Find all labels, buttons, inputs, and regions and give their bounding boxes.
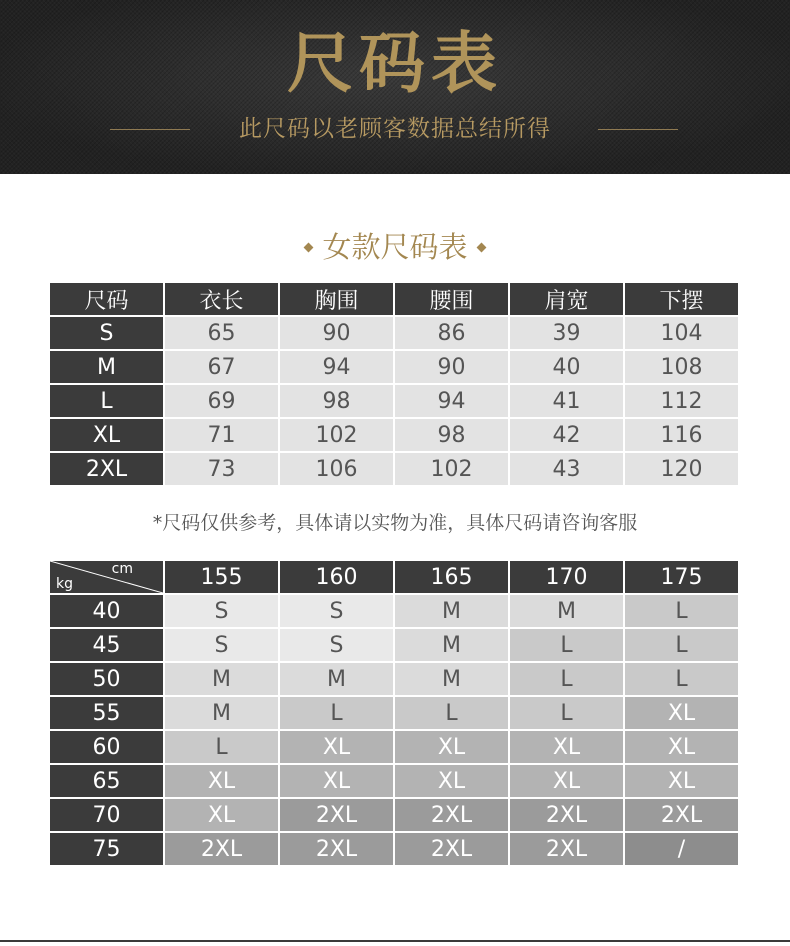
- size-label-cell: S: [50, 317, 163, 349]
- weight-row: [50, 799, 738, 831]
- recommended-size-cell: M: [510, 595, 623, 627]
- weight-row: [50, 833, 738, 865]
- recommended-size-cell: 2XL: [280, 833, 393, 865]
- measurement-cell: 94: [395, 385, 508, 417]
- size-chart-header-cell: 衣长: [165, 283, 278, 315]
- measurement-cell: 102: [395, 453, 508, 485]
- measurement-cell: 41: [510, 385, 623, 417]
- recommended-size-cell: XL: [280, 765, 393, 797]
- measurement-cell: 40: [510, 351, 623, 383]
- measurement-cell: 106: [280, 453, 393, 485]
- section-heading: [0, 226, 790, 268]
- size-chart-header-cell: 胸围: [280, 283, 393, 315]
- measurement-cell: 98: [395, 419, 508, 451]
- recommended-size-cell: S: [280, 595, 393, 627]
- weight-row: [50, 697, 738, 729]
- recommended-size-cell: M: [165, 697, 278, 729]
- measurement-cell: 65: [165, 317, 278, 349]
- recommended-size-cell: 2XL: [280, 799, 393, 831]
- height-header-cell: 155: [165, 561, 278, 593]
- height-header-row: [50, 561, 738, 593]
- recommended-size-cell: L: [165, 731, 278, 763]
- weight-row: [50, 765, 738, 797]
- measurement-cell: 39: [510, 317, 623, 349]
- recommended-size-cell: L: [280, 697, 393, 729]
- size-chart-header-cell: 肩宽: [510, 283, 623, 315]
- recommended-size-cell: XL: [510, 765, 623, 797]
- recommended-size-cell: XL: [625, 765, 738, 797]
- recommended-size-cell: XL: [165, 765, 278, 797]
- recommended-size-cell: 2XL: [510, 799, 623, 831]
- weight-label-cell: 45: [50, 629, 163, 661]
- weight-label-cell: 75: [50, 833, 163, 865]
- measurement-cell: 104: [625, 317, 738, 349]
- recommended-size-cell: L: [510, 629, 623, 661]
- measurement-cell: 42: [510, 419, 623, 451]
- recommended-size-cell: M: [395, 629, 508, 661]
- size-label-cell: 2XL: [50, 453, 163, 485]
- measurement-cell: 86: [395, 317, 508, 349]
- size-label-cell: L: [50, 385, 163, 417]
- height-header-cell: 165: [395, 561, 508, 593]
- recommended-size-cell: XL: [280, 731, 393, 763]
- measurement-cell: 90: [395, 351, 508, 383]
- size-chart-header-row: [50, 283, 738, 315]
- section-title: 女款尺码表: [322, 230, 468, 264]
- measurement-cell: 90: [280, 317, 393, 349]
- recommended-size-cell: M: [395, 663, 508, 695]
- measurement-cell: 98: [280, 385, 393, 417]
- weight-label-cell: 50: [50, 663, 163, 695]
- recommended-size-cell: L: [510, 697, 623, 729]
- corner-cell: [50, 561, 163, 593]
- size-chart-table: [48, 281, 740, 487]
- measurement-cell: 120: [625, 453, 738, 485]
- recommended-size-cell: /: [625, 833, 738, 865]
- recommended-size-cell: XL: [510, 731, 623, 763]
- recommended-size-cell: L: [395, 697, 508, 729]
- recommended-size-cell: 2XL: [395, 833, 508, 865]
- weight-label-cell: 65: [50, 765, 163, 797]
- banner-title: 尺码表: [287, 25, 503, 102]
- header-banner: [0, 0, 790, 174]
- weight-label-cell: 60: [50, 731, 163, 763]
- height-header-cell: 175: [625, 561, 738, 593]
- recommended-size-cell: M: [280, 663, 393, 695]
- recommended-size-cell: M: [165, 663, 278, 695]
- recommended-size-cell: XL: [625, 731, 738, 763]
- measurement-cell: 71: [165, 419, 278, 451]
- size-chart-header-cell: 腰围: [395, 283, 508, 315]
- recommended-size-cell: 2XL: [625, 799, 738, 831]
- weight-row: [50, 731, 738, 763]
- measurement-cell: 67: [165, 351, 278, 383]
- recommended-size-cell: L: [625, 663, 738, 695]
- recommended-size-cell: L: [625, 629, 738, 661]
- weight-unit-label: kg: [56, 576, 73, 592]
- banner-divider-right: [598, 129, 678, 130]
- height-weight-size-table: [48, 559, 740, 867]
- height-header-cell: 170: [510, 561, 623, 593]
- recommended-size-cell: 2XL: [395, 799, 508, 831]
- recommended-size-cell: 2XL: [510, 833, 623, 865]
- recommended-size-cell: L: [625, 595, 738, 627]
- measurement-cell: 116: [625, 419, 738, 451]
- recommended-size-cell: XL: [625, 697, 738, 729]
- recommended-size-cell: XL: [395, 765, 508, 797]
- size-chart-row: [50, 317, 738, 349]
- weight-label-cell: 70: [50, 799, 163, 831]
- weight-row: [50, 629, 738, 661]
- weight-row: [50, 595, 738, 627]
- measurement-cell: 73: [165, 453, 278, 485]
- diamond-icon: [304, 242, 314, 252]
- size-chart-row: [50, 351, 738, 383]
- diamond-icon: [476, 242, 486, 252]
- recommended-size-cell: S: [165, 629, 278, 661]
- recommended-size-cell: L: [510, 663, 623, 695]
- measurement-cell: 69: [165, 385, 278, 417]
- size-chart-row: [50, 385, 738, 417]
- weight-label-cell: 40: [50, 595, 163, 627]
- weight-label-cell: 55: [50, 697, 163, 729]
- bottom-divider: [0, 940, 790, 942]
- size-label-cell: M: [50, 351, 163, 383]
- banner-subtitle: 此尺码以老顾客数据总结所得: [239, 116, 551, 142]
- size-chart-row: [50, 419, 738, 451]
- size-note: *尺码仅供参考，具体请以实物为准，具体尺码请咨询客服: [152, 512, 638, 534]
- recommended-size-cell: XL: [395, 731, 508, 763]
- size-label-cell: XL: [50, 419, 163, 451]
- size-chart-header-cell: 下摆: [625, 283, 738, 315]
- recommended-size-cell: 2XL: [165, 833, 278, 865]
- size-chart-row: [50, 453, 738, 485]
- measurement-cell: 43: [510, 453, 623, 485]
- measurement-cell: 102: [280, 419, 393, 451]
- measurement-cell: 108: [625, 351, 738, 383]
- recommended-size-cell: M: [395, 595, 508, 627]
- recommended-size-cell: S: [280, 629, 393, 661]
- measurement-cell: 112: [625, 385, 738, 417]
- size-chart-header-cell: 尺码: [50, 283, 163, 315]
- weight-row: [50, 663, 738, 695]
- height-unit-label: cm: [111, 561, 133, 577]
- measurement-cell: 94: [280, 351, 393, 383]
- recommended-size-cell: XL: [165, 799, 278, 831]
- height-header-cell: 160: [280, 561, 393, 593]
- recommended-size-cell: S: [165, 595, 278, 627]
